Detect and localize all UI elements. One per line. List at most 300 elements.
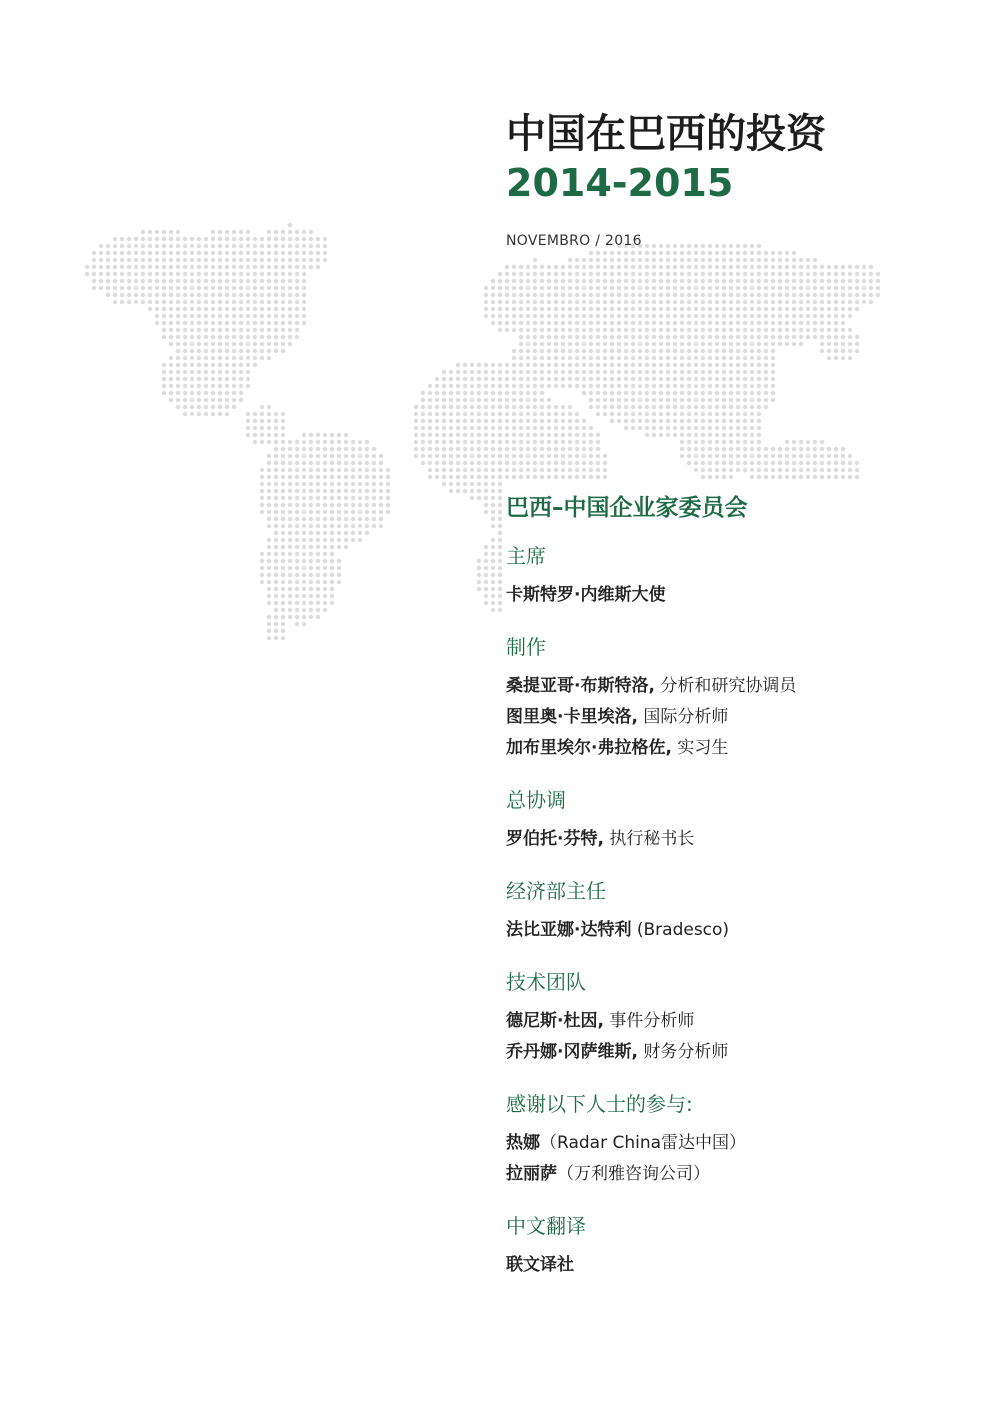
map-dot — [568, 433, 572, 437]
map-dot — [337, 489, 341, 493]
map-dot — [827, 461, 831, 465]
map-dot — [148, 230, 152, 234]
map-dot — [365, 524, 369, 528]
map-dot — [806, 440, 810, 444]
map-dot — [281, 454, 285, 458]
map-dot — [778, 475, 782, 479]
map-dot — [498, 279, 502, 283]
map-dot — [666, 433, 670, 437]
map-dot — [309, 251, 313, 255]
map-dot — [813, 335, 817, 339]
map-dot — [316, 552, 320, 556]
map-dot — [239, 251, 243, 255]
map-dot — [176, 328, 180, 332]
map-dot — [673, 433, 677, 437]
map-dot — [302, 524, 306, 528]
map-dot — [575, 286, 579, 290]
map-dot — [694, 293, 698, 297]
map-dot — [260, 286, 264, 290]
map-dot — [519, 384, 523, 388]
map-dot — [323, 566, 327, 570]
map-dot — [260, 342, 264, 346]
map-dot — [820, 307, 824, 311]
map-dot — [302, 272, 306, 276]
map-dot — [512, 461, 516, 465]
map-dot — [330, 552, 334, 556]
map-dot — [624, 356, 628, 360]
map-dot — [519, 342, 523, 346]
map-dot — [799, 286, 803, 290]
map-dot — [344, 461, 348, 465]
map-dot — [701, 279, 705, 283]
map-dot — [547, 314, 551, 318]
map-dot — [659, 384, 663, 388]
map-dot — [316, 517, 320, 521]
map-dot — [582, 468, 586, 472]
map-dot — [365, 510, 369, 514]
map-dot — [386, 482, 390, 486]
map-dot — [288, 265, 292, 269]
map-dot — [281, 566, 285, 570]
map-dot — [855, 279, 859, 283]
map-dot — [267, 244, 271, 248]
map-dot — [771, 398, 775, 402]
map-dot — [211, 342, 215, 346]
map-dot — [141, 265, 145, 269]
map-dot — [575, 426, 579, 430]
map-dot — [218, 328, 222, 332]
map-dot — [449, 412, 453, 416]
map-dot — [631, 258, 635, 262]
map-dot — [757, 454, 761, 458]
map-dot — [708, 405, 712, 409]
map-dot — [533, 419, 537, 423]
map-dot — [757, 286, 761, 290]
map-dot — [519, 440, 523, 444]
map-dot — [211, 335, 215, 339]
map-dot — [435, 377, 439, 381]
map-dot — [771, 272, 775, 276]
map-dot — [813, 461, 817, 465]
map-dot — [197, 314, 201, 318]
map-dot — [190, 398, 194, 402]
map-dot — [519, 356, 523, 360]
map-dot — [337, 433, 341, 437]
map-dot — [176, 279, 180, 283]
map-dot — [484, 440, 488, 444]
map-dot — [162, 279, 166, 283]
map-dot — [554, 384, 558, 388]
person-role: 执行秘书长 — [603, 829, 695, 849]
map-dot — [708, 349, 712, 353]
map-dot — [855, 307, 859, 311]
map-dot — [197, 244, 201, 248]
map-dot — [855, 342, 859, 346]
map-dot — [484, 468, 488, 472]
map-dot — [295, 321, 299, 325]
map-dot — [617, 335, 621, 339]
map-dot — [855, 272, 859, 276]
map-dot — [750, 447, 754, 451]
map-dot — [659, 433, 663, 437]
map-dot — [477, 468, 481, 472]
map-dot — [638, 349, 642, 353]
map-dot — [169, 286, 173, 290]
map-dot — [778, 279, 782, 283]
map-dot — [624, 286, 628, 290]
map-dot — [694, 335, 698, 339]
map-dot — [785, 293, 789, 297]
map-dot — [715, 307, 719, 311]
map-dot — [351, 468, 355, 472]
map-dot — [722, 412, 726, 416]
map-dot — [547, 286, 551, 290]
map-dot — [127, 244, 131, 248]
map-dot — [834, 356, 838, 360]
map-dot — [596, 433, 600, 437]
map-dot — [876, 286, 880, 290]
map-dot — [743, 293, 747, 297]
map-dot — [330, 559, 334, 563]
map-dot — [92, 265, 96, 269]
map-dot — [659, 370, 663, 374]
map-dot — [491, 594, 495, 598]
map-dot — [204, 258, 208, 262]
map-dot — [841, 328, 845, 332]
map-dot — [484, 482, 488, 486]
map-dot — [743, 300, 747, 304]
map-dot — [666, 328, 670, 332]
map-dot — [855, 265, 859, 269]
map-dot — [218, 342, 222, 346]
map-dot — [659, 391, 663, 395]
map-dot — [281, 419, 285, 423]
map-dot — [288, 342, 292, 346]
map-dot — [547, 468, 551, 472]
map-dot — [428, 419, 432, 423]
map-dot — [715, 335, 719, 339]
map-dot — [533, 405, 537, 409]
map-dot — [155, 286, 159, 290]
map-dot — [512, 412, 516, 416]
map-dot — [456, 384, 460, 388]
map-dot — [274, 237, 278, 241]
map-dot — [491, 363, 495, 367]
map-dot — [253, 314, 257, 318]
map-dot — [512, 328, 516, 332]
map-dot — [351, 496, 355, 500]
map-dot — [533, 433, 537, 437]
map-dot — [659, 405, 663, 409]
map-dot — [330, 601, 334, 605]
map-dot — [442, 398, 446, 402]
map-dot — [561, 475, 565, 479]
map-dot — [274, 265, 278, 269]
map-dot — [673, 363, 677, 367]
map-dot — [120, 300, 124, 304]
map-dot — [673, 342, 677, 346]
map-dot — [449, 454, 453, 458]
map-dot — [764, 300, 768, 304]
map-dot — [456, 363, 460, 367]
map-dot — [470, 447, 474, 451]
map-dot — [246, 342, 250, 346]
map-dot — [708, 251, 712, 255]
map-dot — [288, 314, 292, 318]
map-dot — [302, 454, 306, 458]
map-dot — [288, 244, 292, 248]
map-dot — [470, 461, 474, 465]
map-dot — [820, 454, 824, 458]
map-dot — [701, 363, 705, 367]
person-name: 卡斯特罗·内维斯大使 — [506, 585, 666, 605]
map-dot — [673, 293, 677, 297]
credit-line — [506, 824, 976, 855]
map-dot — [225, 244, 229, 248]
map-dot — [610, 279, 614, 283]
map-dot — [211, 384, 215, 388]
map-dot — [351, 489, 355, 493]
map-dot — [659, 398, 663, 402]
map-dot — [582, 426, 586, 430]
map-dot — [274, 314, 278, 318]
map-dot — [722, 272, 726, 276]
map-dot — [512, 433, 516, 437]
map-dot — [120, 286, 124, 290]
map-dot — [498, 517, 502, 521]
map-dot — [281, 349, 285, 353]
map-dot — [505, 426, 509, 430]
map-dot — [127, 251, 131, 255]
map-dot — [561, 272, 565, 276]
map-dot — [428, 447, 432, 451]
map-dot — [575, 433, 579, 437]
map-dot — [638, 363, 642, 367]
map-dot — [673, 426, 677, 430]
map-dot — [603, 370, 607, 374]
map-dot — [799, 279, 803, 283]
map-dot — [211, 258, 215, 262]
map-dot — [540, 370, 544, 374]
map-dot — [316, 524, 320, 528]
map-dot — [505, 307, 509, 311]
map-dot — [526, 377, 530, 381]
map-dot — [211, 356, 215, 360]
map-dot — [820, 447, 824, 451]
map-dot — [365, 468, 369, 472]
map-dot — [743, 349, 747, 353]
map-dot — [743, 377, 747, 381]
map-dot — [813, 265, 817, 269]
map-dot — [603, 307, 607, 311]
map-dot — [253, 251, 257, 255]
map-dot — [652, 363, 656, 367]
map-dot — [561, 356, 565, 360]
map-dot — [505, 370, 509, 374]
map-dot — [827, 349, 831, 353]
person-name: 热娜 — [506, 1133, 540, 1153]
map-dot — [526, 314, 530, 318]
map-dot — [491, 433, 495, 437]
map-dot — [330, 594, 334, 598]
title-block — [506, 110, 826, 250]
map-dot — [680, 419, 684, 423]
map-dot — [302, 307, 306, 311]
map-dot — [547, 461, 551, 465]
map-dot — [526, 426, 530, 430]
map-dot — [330, 517, 334, 521]
map-dot — [512, 349, 516, 353]
map-dot — [757, 335, 761, 339]
map-dot — [274, 503, 278, 507]
map-dot — [141, 286, 145, 290]
map-dot — [652, 335, 656, 339]
map-dot — [575, 342, 579, 346]
map-dot — [204, 314, 208, 318]
map-dot — [302, 279, 306, 283]
map-dot — [281, 524, 285, 528]
map-dot — [491, 370, 495, 374]
map-dot — [722, 370, 726, 374]
map-dot — [169, 230, 173, 234]
map-dot — [631, 251, 635, 255]
map-dot — [631, 419, 635, 423]
map-dot — [141, 272, 145, 276]
map-dot — [127, 237, 131, 241]
map-dot — [295, 615, 299, 619]
map-dot — [330, 580, 334, 584]
map-dot — [736, 447, 740, 451]
map-dot — [190, 265, 194, 269]
map-dot — [701, 342, 705, 346]
map-dot — [715, 426, 719, 430]
map-dot — [218, 405, 222, 409]
map-dot — [288, 230, 292, 234]
map-dot — [652, 398, 656, 402]
map-dot — [659, 412, 663, 416]
map-dot — [302, 489, 306, 493]
map-dot — [778, 454, 782, 458]
map-dot — [148, 307, 152, 311]
map-dot — [267, 328, 271, 332]
map-dot — [316, 580, 320, 584]
map-dot — [624, 370, 628, 374]
map-dot — [491, 300, 495, 304]
map-dot — [694, 412, 698, 416]
map-dot — [169, 307, 173, 311]
map-dot — [617, 293, 621, 297]
map-dot — [603, 384, 607, 388]
map-dot — [701, 300, 705, 304]
map-dot — [491, 503, 495, 507]
map-dot — [288, 237, 292, 241]
map-dot — [246, 335, 250, 339]
map-dot — [561, 335, 565, 339]
map-dot — [862, 300, 866, 304]
map-dot — [239, 258, 243, 262]
map-dot — [848, 328, 852, 332]
map-dot — [631, 335, 635, 339]
map-dot — [323, 524, 327, 528]
map-dot — [498, 272, 502, 276]
map-dot — [442, 475, 446, 479]
map-dot — [589, 391, 593, 395]
map-dot — [190, 251, 194, 255]
map-dot — [708, 335, 712, 339]
map-dot — [288, 601, 292, 605]
map-dot — [666, 335, 670, 339]
map-dot — [127, 272, 131, 276]
map-dot — [344, 454, 348, 458]
map-dot — [589, 440, 593, 444]
map-dot — [421, 447, 425, 451]
map-dot — [211, 314, 215, 318]
map-dot — [757, 265, 761, 269]
map-dot — [274, 489, 278, 493]
map-dot — [575, 349, 579, 353]
map-dot — [267, 265, 271, 269]
map-dot — [302, 573, 306, 577]
map-dot — [743, 342, 747, 346]
map-dot — [295, 566, 299, 570]
map-dot — [750, 370, 754, 374]
map-dot — [750, 405, 754, 409]
map-dot — [260, 335, 264, 339]
map-dot — [505, 265, 509, 269]
map-dot — [848, 468, 852, 472]
map-dot — [316, 489, 320, 493]
map-dot — [589, 405, 593, 409]
map-dot — [295, 272, 299, 276]
map-dot — [855, 300, 859, 304]
map-dot — [771, 300, 775, 304]
map-dot — [442, 370, 446, 374]
map-dot — [736, 279, 740, 283]
map-dot — [295, 531, 299, 535]
map-dot — [540, 461, 544, 465]
map-dot — [659, 258, 663, 262]
map-dot — [309, 433, 313, 437]
map-dot — [631, 286, 635, 290]
map-dot — [498, 566, 502, 570]
map-dot — [330, 510, 334, 514]
map-dot — [456, 475, 460, 479]
map-dot — [813, 286, 817, 290]
map-dot — [603, 321, 607, 325]
section-title: 感谢以下人士的参与: — [506, 1092, 693, 1116]
map-dot — [848, 265, 852, 269]
publication-date: NOVEMBRO / 2016 — [506, 233, 642, 249]
map-dot — [498, 573, 502, 577]
map-dot — [484, 475, 488, 479]
map-dot — [169, 279, 173, 283]
map-dot — [841, 468, 845, 472]
map-dot — [316, 447, 320, 451]
map-dot — [596, 370, 600, 374]
map-dot — [666, 384, 670, 388]
map-dot — [246, 244, 250, 248]
map-dot — [848, 307, 852, 311]
map-dot — [211, 363, 215, 367]
map-dot — [834, 300, 838, 304]
map-dot — [477, 475, 481, 479]
map-dot — [757, 391, 761, 395]
map-dot — [435, 405, 439, 409]
map-dot — [211, 405, 215, 409]
map-dot — [561, 384, 565, 388]
map-dot — [491, 489, 495, 493]
map-dot — [799, 314, 803, 318]
